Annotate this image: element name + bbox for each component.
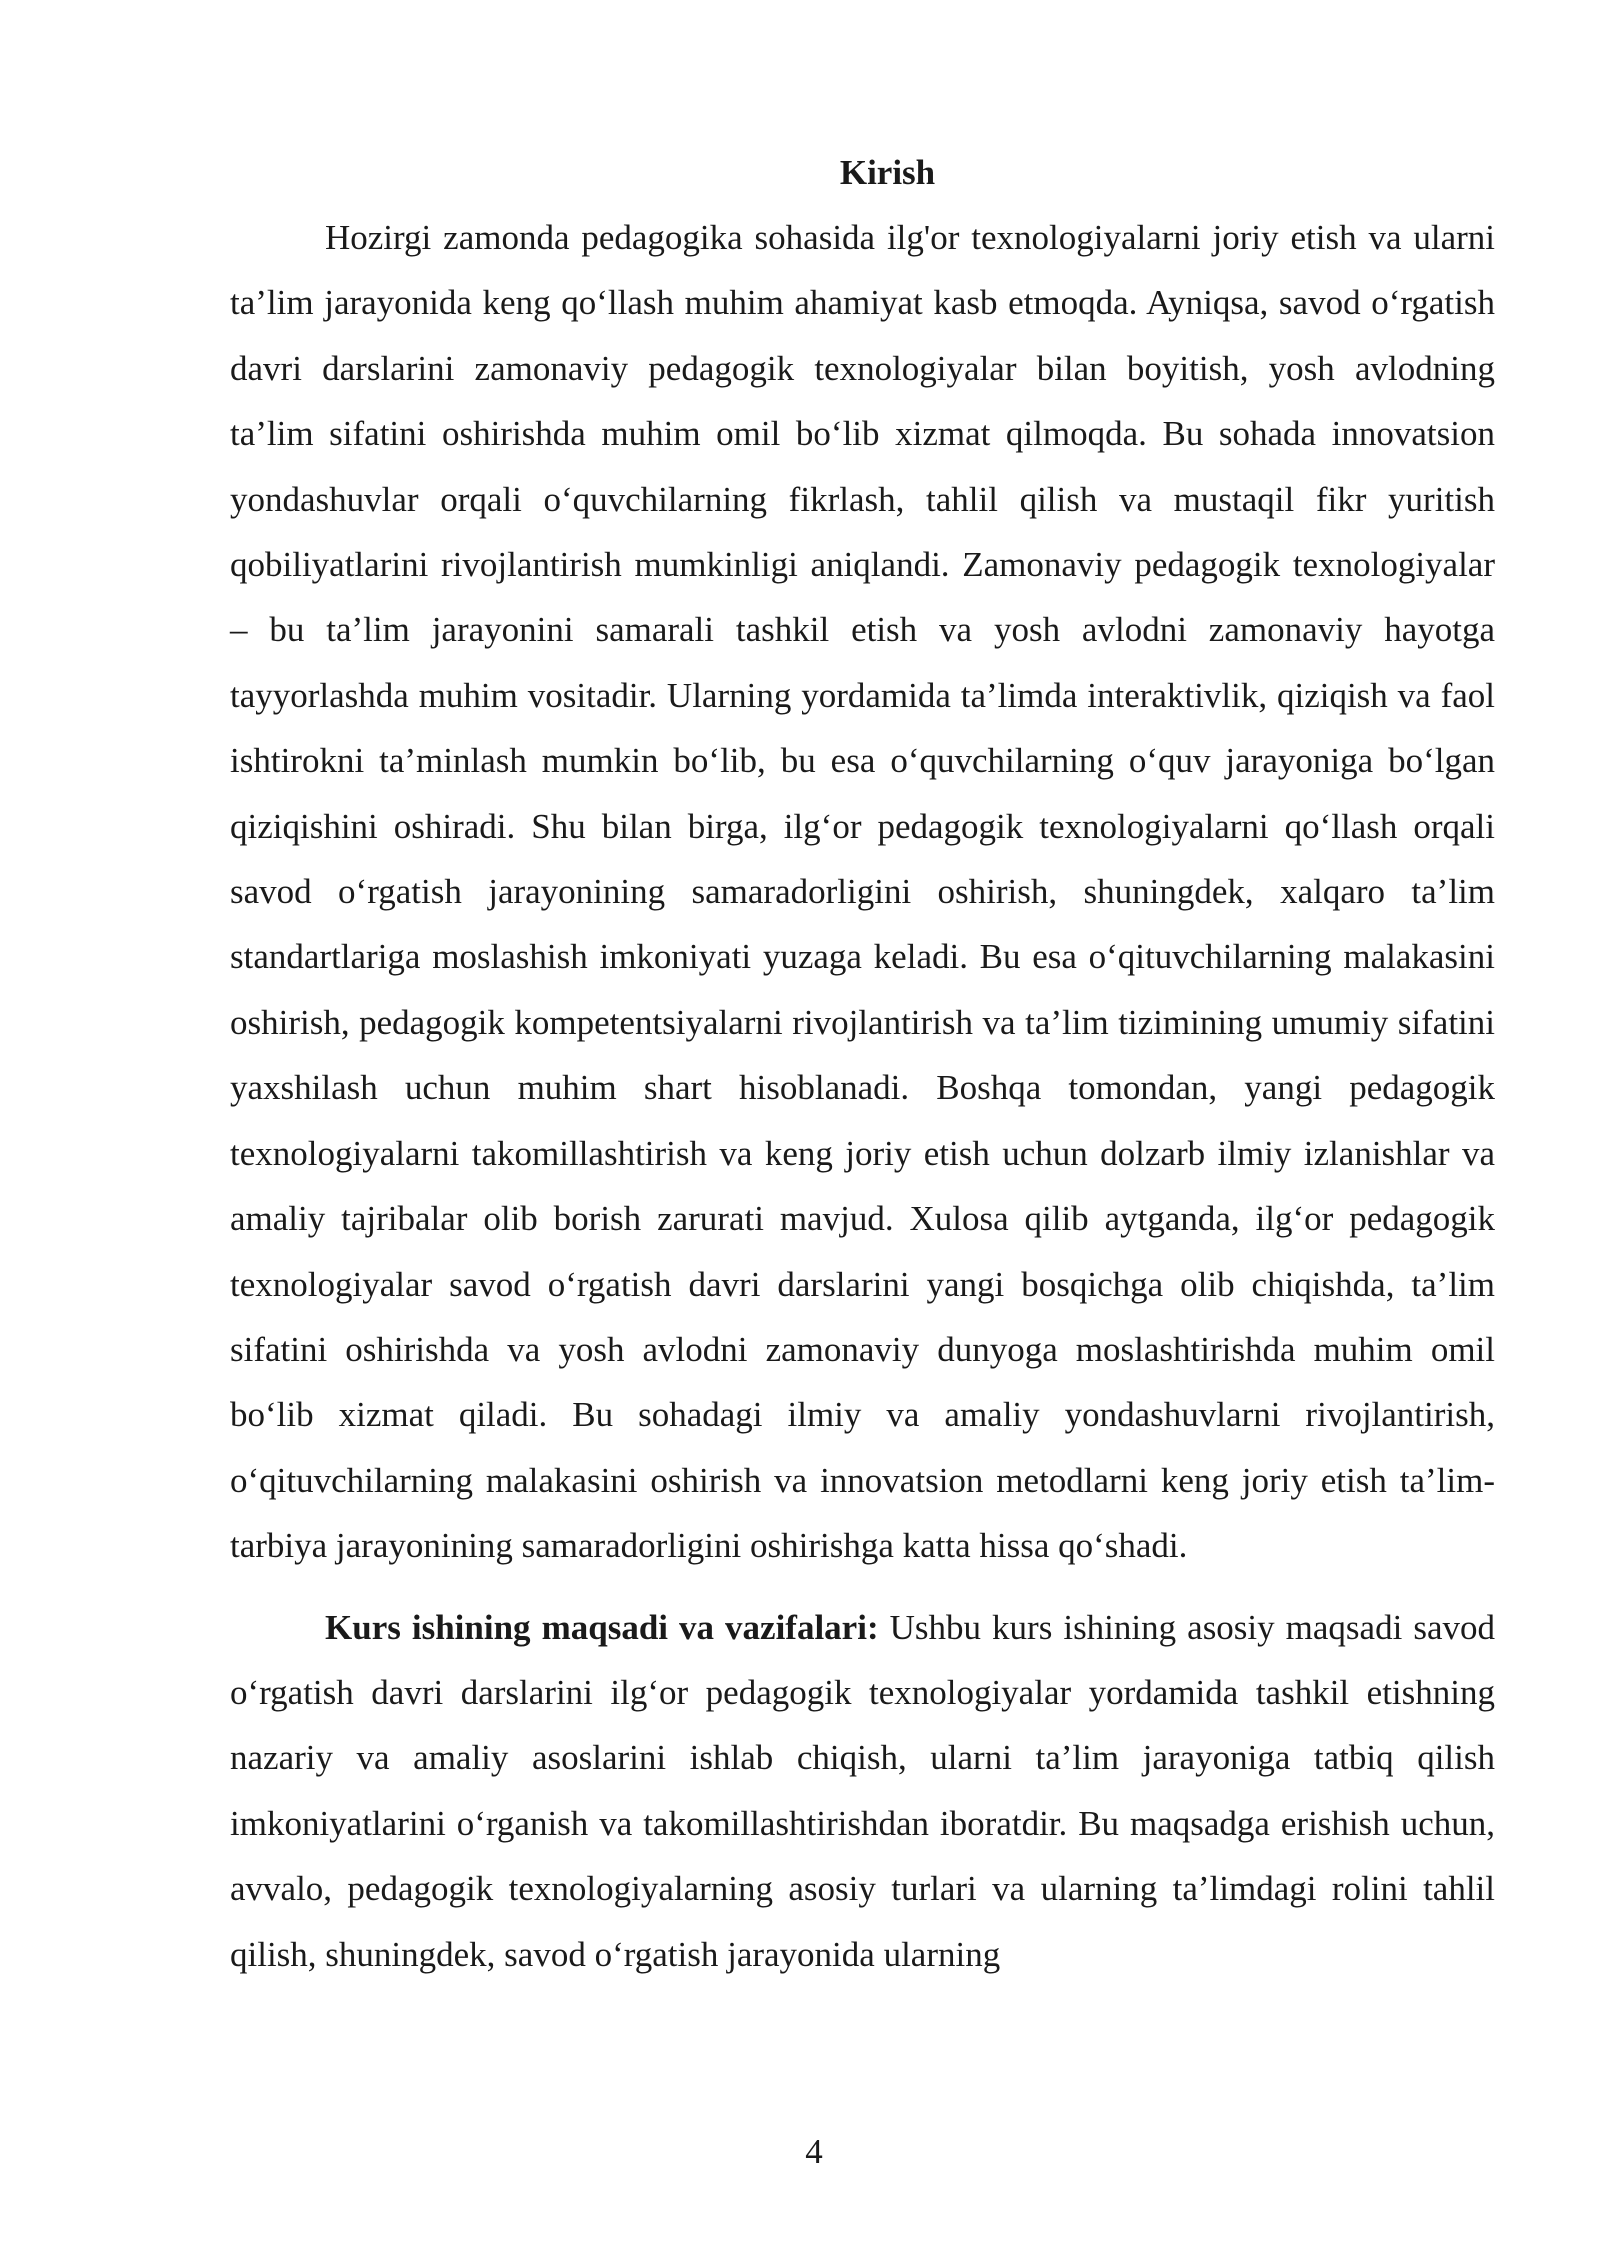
section-heading: Kirish: [839, 153, 936, 192]
goals-label: Kurs ishining maqsadi va vazifalari:: [325, 1607, 879, 1647]
goals-paragraph: [230, 1595, 1495, 1987]
page-number: 4: [805, 2132, 823, 2171]
intro-paragraph: Hozirgi zamonda pedagogika sohasida ilg'or texnologiyalarni joriy etish va ularni ta’lim jarayonida keng qo‘llash muhim ahamiyat kasb etmoqda. Ayniqsa, savod o‘rgatish davri darslarini zamonaviy pedagogik texnologiyalar bilan boyitish, yosh avlodning ta’lim sifatini oshirishda muhim omil bo‘lib xizmat qilmoqda. Bu sohada innovatsion yondashuvlar orqali o‘quvchilarning fikrlash, tahlil qilish va mustaqil fikr yuritish qobiliyatlarini rivojlantirish mumkinligi aniqlandi. Zamonaviy pedagogik texnologiyalar – bu ta’lim jarayonini samarali tashkil etish va yosh avlodni zamonaviy hayotga tayyorlashda muhim vositadir. Ularning yordamida ta’limda interaktivlik, qiziqish va faol ishtirokni ta’minlash mumkin bo‘lib, bu esa o‘quvchilarning o‘quv jarayoniga bo‘lgan qiziqishini oshiradi. Shu bilan birga, ilg‘or pedagogik texnologiyalarni qo‘llash orqali savod o‘rgatish jarayonining samaradorligini oshirish, shuningdek, xalqaro ta’lim standartlariga moslashish imkoniyati yuzaga keladi. Bu esa o‘qituvchilarning malakasini oshirish, pedagogik kompetentsiyalarni rivojlantirish va ta’lim tizimining umumiy sifatini yaxshilash uchun muhim shart hisoblanadi. Boshqa tomondan, yangi pedagogik texnologiyalarni takomillashtirish va keng joriy etish uchun dolzarb ilmiy izlanishlar va amaliy tajribalar olib borish zarurati mavjud. Xulosa qilib aytganda, ilg‘or pedagogik texnologiyalar savod o‘rgatish davri darslarini yangi bosqichga olib chiqishda, ta’lim sifatini oshirishda va yosh avlodni zamonaviy dunyoga moslashtirishda muhim omil bo‘lib xizmat qiladi. Bu sohadagi ilmiy va amaliy yondashuvlarni rivojlantirish, o‘qituvchilarning malakasini oshirish va innovatsion metodlarni keng joriy etish ta’lim-tarbiya jarayonining samaradorligini oshirishga katta hissa qo‘shadi.: [230, 218, 1495, 1566]
page-content: [230, 140, 1495, 1987]
goals-text: Ushbu kurs ishining asosiy maqsadi savod o‘rgatish davri darslarini ilg‘or pedagogik texnologiyalar yordamida tashkil etishning nazariy va amaliy asoslarini ishlab chiqish, ularni ta’lim jarayoniga tatbiq qilish imkoniyatlarini o‘rganish va takomillashtirishdan iboratdir. Bu maqsadga erishish uchun, avvalo, pedagogik texnologiyalarning asosiy turlari va ularning ta’limdagi rolini tahlil qilish, shuningdek, savod o‘rgatish jarayonida ularning: [230, 1607, 1495, 1974]
